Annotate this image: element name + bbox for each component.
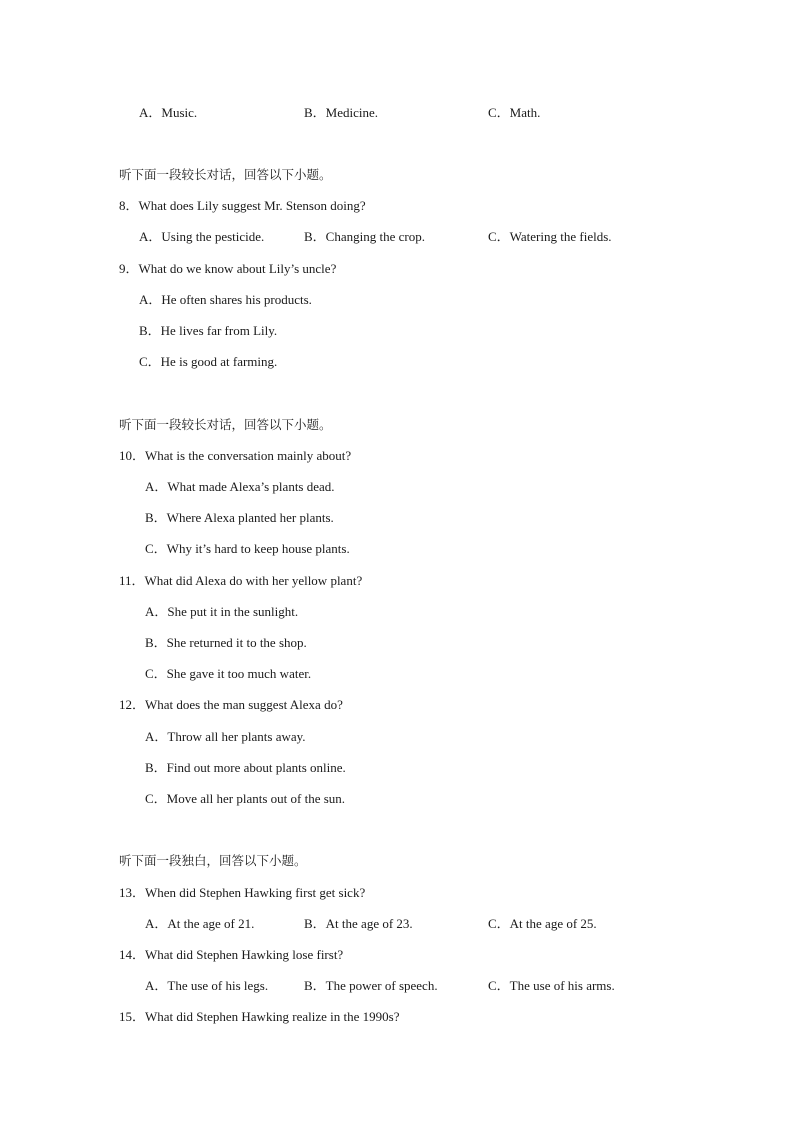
q9-option-c: C．He is good at farming. xyxy=(139,354,278,369)
section-heading-dialogue-2: 听下面一段较长对话，回答以下小题。 xyxy=(119,417,332,432)
q14-stem: 14．What did Stephen Hawking lose first? xyxy=(119,947,344,962)
q8-option-a: A．Using the pesticide. xyxy=(139,229,265,244)
q10-option-a: A．What made Alexa’s plants dead. xyxy=(145,479,335,494)
q8-option-b: B．Changing the crop. xyxy=(304,229,425,244)
q12-option-b: B．Find out more about plants online. xyxy=(145,760,346,775)
q15-stem: 15．What did Stephen Hawking realize in the 1990s? xyxy=(119,1009,400,1024)
q12-stem: 12．What does the man suggest Alexa do? xyxy=(119,697,343,712)
q14-option-b: B．The power of speech. xyxy=(304,978,438,993)
q10-option-c: C．Why it’s hard to keep house plants. xyxy=(145,541,350,556)
q14-option-a: A．The use of his legs. xyxy=(145,978,269,993)
q14-option-c: C．The use of his arms. xyxy=(488,978,615,993)
q12-option-c: C．Move all her plants out of the sun. xyxy=(145,791,346,806)
q11-option-c: C．She gave it too much water. xyxy=(145,666,312,681)
section-heading-dialogue-1: 听下面一段较长对话，回答以下小题。 xyxy=(119,167,332,182)
q8-option-c: C．Watering the fields. xyxy=(488,229,612,244)
q9-option-b: B．He lives far from Lily. xyxy=(139,323,278,338)
q11-stem: 11．What did Alexa do with her yellow plant? xyxy=(119,573,363,588)
q9-option-a: A．He often shares his products. xyxy=(139,292,312,307)
q11-option-b: B．She returned it to the shop. xyxy=(145,635,307,650)
q13-option-c: C．At the age of 25. xyxy=(488,916,597,931)
q10-stem: 10．What is the conversation mainly about? xyxy=(119,448,352,463)
q7-option-b: B．Medicine. xyxy=(304,105,379,120)
q13-option-b: B．At the age of 23. xyxy=(304,916,413,931)
q10-option-b: B．Where Alexa planted her plants. xyxy=(145,510,334,525)
section-heading-monologue: 听下面一段独白，回答以下小题。 xyxy=(119,853,307,868)
q13-stem: 13．When did Stephen Hawking first get sick? xyxy=(119,885,366,900)
q7-option-c: C．Math. xyxy=(488,105,541,120)
q7-option-a: A．Music. xyxy=(139,105,198,120)
q9-stem: 9．What do we know about Lily’s uncle? xyxy=(119,261,337,276)
q8-stem: 8．What does Lily suggest Mr. Stenson doing? xyxy=(119,198,366,213)
q11-option-a: A．She put it in the sunlight. xyxy=(145,604,299,619)
q12-option-a: A．Throw all her plants away. xyxy=(145,729,306,744)
q13-option-a: A．At the age of 21. xyxy=(145,916,255,931)
